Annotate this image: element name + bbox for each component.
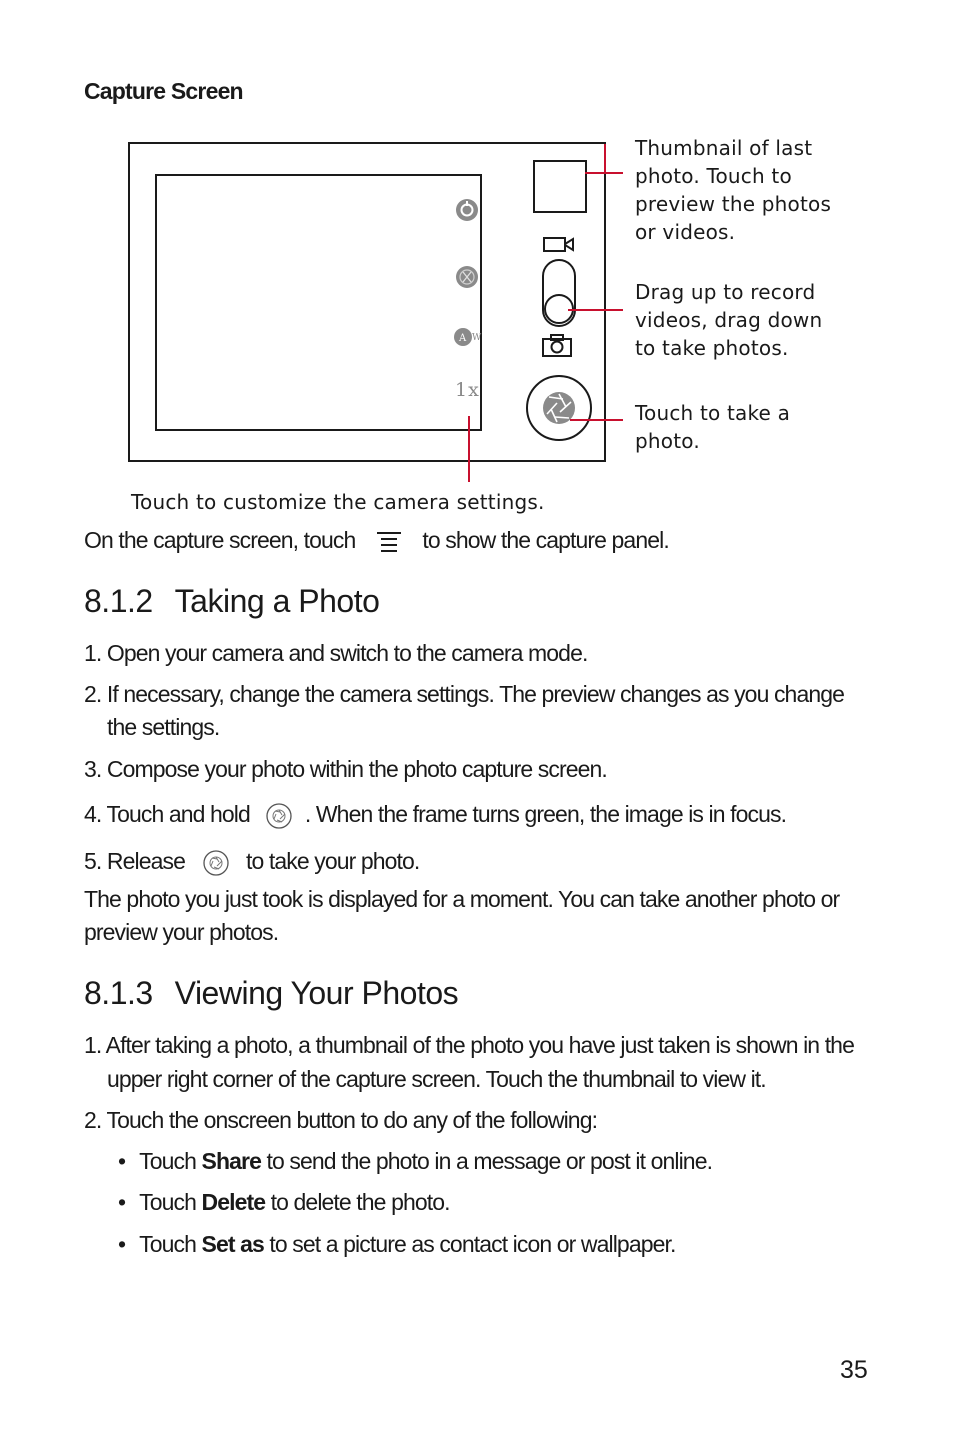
callout-settings: Touch to customize the camera settings.	[131, 490, 545, 514]
zoom-level-label: 1x	[455, 379, 480, 401]
photo-camera-icon	[541, 333, 575, 359]
bullet-set-as: • Touch Set as to set a picture as contact icon or wallpaper.	[118, 1231, 676, 1257]
callout-line-mode-switch	[568, 309, 623, 311]
callout-thumbnail: Thumbnail of last photo. Touch to preview the photos or videos.	[635, 136, 832, 244]
settings-gear-icon[interactable]	[454, 197, 480, 223]
callout-line-settings	[468, 416, 470, 482]
paragraph-812-line1: The photo you just took is displayed for a moment. You can take another photo or	[84, 886, 840, 912]
step-812-1: 1. Open your camera and switch to the camera mode.	[84, 640, 588, 666]
shutter-icon	[202, 849, 230, 877]
callout-mode-switch: Drag up to record videos, drag down to take photos.	[635, 280, 823, 360]
heading-taking-a-photo: 8.1.2 Taking a Photo	[84, 583, 380, 619]
step-812-4: 4. Touch and hold . When the frame turns green, the image is in focus.	[84, 801, 786, 830]
viewfinder	[155, 174, 482, 431]
menu-icon	[369, 528, 409, 556]
shutter-icon	[265, 802, 293, 830]
step-813-1-cont: upper right corner of the capture screen. Touch the thumbnail to view it.	[107, 1066, 766, 1092]
step-812-2-cont: the settings.	[107, 714, 220, 740]
bullet-delete: • Touch Delete to delete the photo.	[118, 1189, 450, 1215]
shutter-button[interactable]	[524, 373, 594, 443]
svg-text:W: W	[472, 333, 482, 343]
mode-switch-slider[interactable]	[540, 258, 578, 330]
page-number: 35	[840, 1356, 868, 1384]
step-813-1: 1. After taking a photo, a thumbnail of the photo you have just taken is shown in the	[84, 1032, 854, 1058]
video-camera-icon	[542, 235, 576, 255]
step-812-3: 3. Compose your photo within the photo capture screen.	[84, 756, 607, 782]
capture-panel-text-after: to show the capture panel.	[422, 527, 669, 553]
step-812-2: 2. If necessary, change the camera settings. The preview changes as you change	[84, 681, 845, 707]
step-813-2: 2. Touch the onscreen button to do any of the following:	[84, 1107, 598, 1133]
heading-viewing-your-photos: 8.1.3 Viewing Your Photos	[84, 975, 459, 1011]
white-balance-icon[interactable]	[453, 326, 487, 348]
last-photo-thumbnail[interactable]	[533, 160, 587, 213]
flash-icon[interactable]	[454, 264, 480, 290]
svg-text:A: A	[459, 333, 467, 344]
paragraph-812-line2: preview your photos.	[84, 919, 279, 945]
step-812-5: 5. Release to take your photo.	[84, 848, 419, 877]
callout-line-thumbnail-tick	[604, 144, 606, 174]
callout-shutter: Touch to take a photo.	[635, 401, 791, 453]
section-title: Capture Screen	[84, 78, 243, 104]
capture-panel-text-before: On the capture screen, touch	[84, 527, 356, 553]
capture-panel-instruction	[84, 527, 669, 556]
bullet-share: • Touch Share to send the photo in a message or post it online.	[118, 1148, 713, 1174]
callout-line-shutter	[570, 419, 623, 421]
